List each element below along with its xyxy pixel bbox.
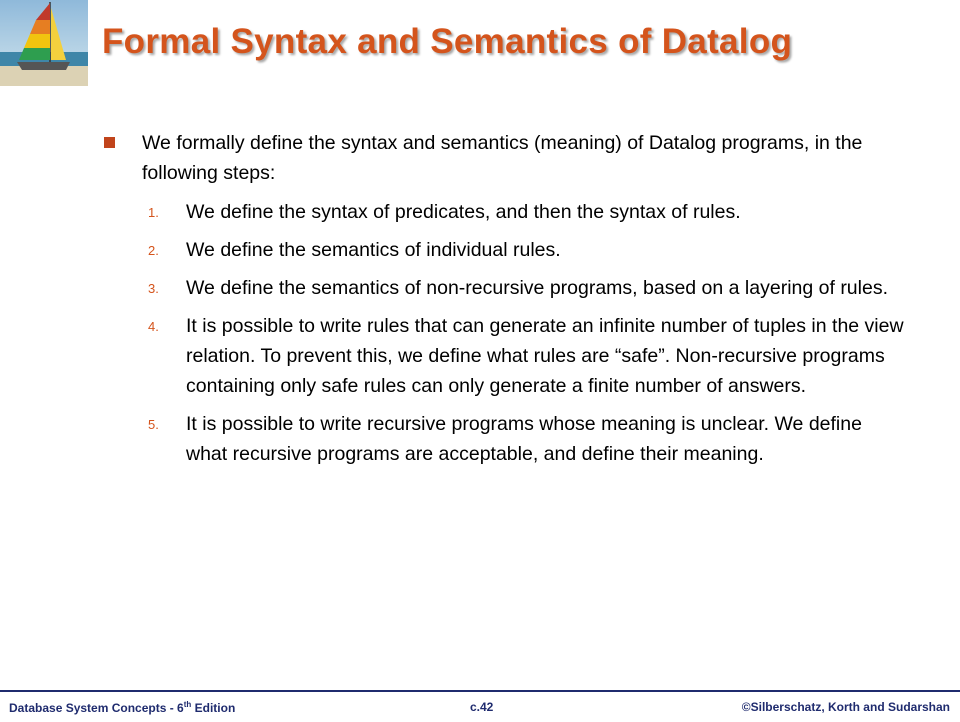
page-title: Formal Syntax and Semantics of Datalog <box>102 22 793 61</box>
list-item <box>104 311 904 401</box>
footer-book-prefix: Database System Concepts - 6 <box>9 701 184 715</box>
step-text: We define the syntax of predicates, and then the syntax of rules. <box>186 201 741 223</box>
list-item <box>104 273 904 303</box>
intro-bullet-item <box>104 128 904 188</box>
step-number: 3. <box>148 281 159 296</box>
square-bullet-icon <box>104 137 115 148</box>
list-item <box>104 409 904 469</box>
step-text: It is possible to write recursive programs whose meaning is unclear. We define what recursive programs are acceptable, and define their meaning. <box>186 413 862 465</box>
step-text: We define the semantics of non-recursive programs, based on a layering of rules. <box>186 277 888 299</box>
slide-body <box>104 128 904 477</box>
list-item <box>104 235 904 265</box>
list-item <box>104 197 904 227</box>
slide-footer <box>0 690 960 722</box>
step-number: 1. <box>148 205 159 220</box>
footer-book-sup: th <box>183 700 192 709</box>
steps-list <box>104 197 904 469</box>
footer-book-suffix: Edition <box>191 701 236 715</box>
footer-book-title <box>9 700 235 715</box>
intro-text: We formally define the syntax and semantics (meaning) of Datalog programs, in the following steps: <box>142 132 863 184</box>
footer-page-number: c.42 <box>470 700 494 714</box>
step-number: 4. <box>148 319 159 334</box>
step-text: It is possible to write rules that can generate an infinite number of tuples in the view relation. To prevent this, we define what rules are “safe”. Non-recursive programs containing only safe rules can only generate a finite number of answers. <box>186 315 904 397</box>
footer-copyright: ©Silberschatz, Korth and Sudarshan <box>741 700 950 714</box>
step-number: 2. <box>148 243 159 258</box>
step-number: 5. <box>148 417 159 432</box>
step-text: We define the semantics of individual rules. <box>186 239 561 261</box>
sailboat-logo <box>0 0 88 86</box>
